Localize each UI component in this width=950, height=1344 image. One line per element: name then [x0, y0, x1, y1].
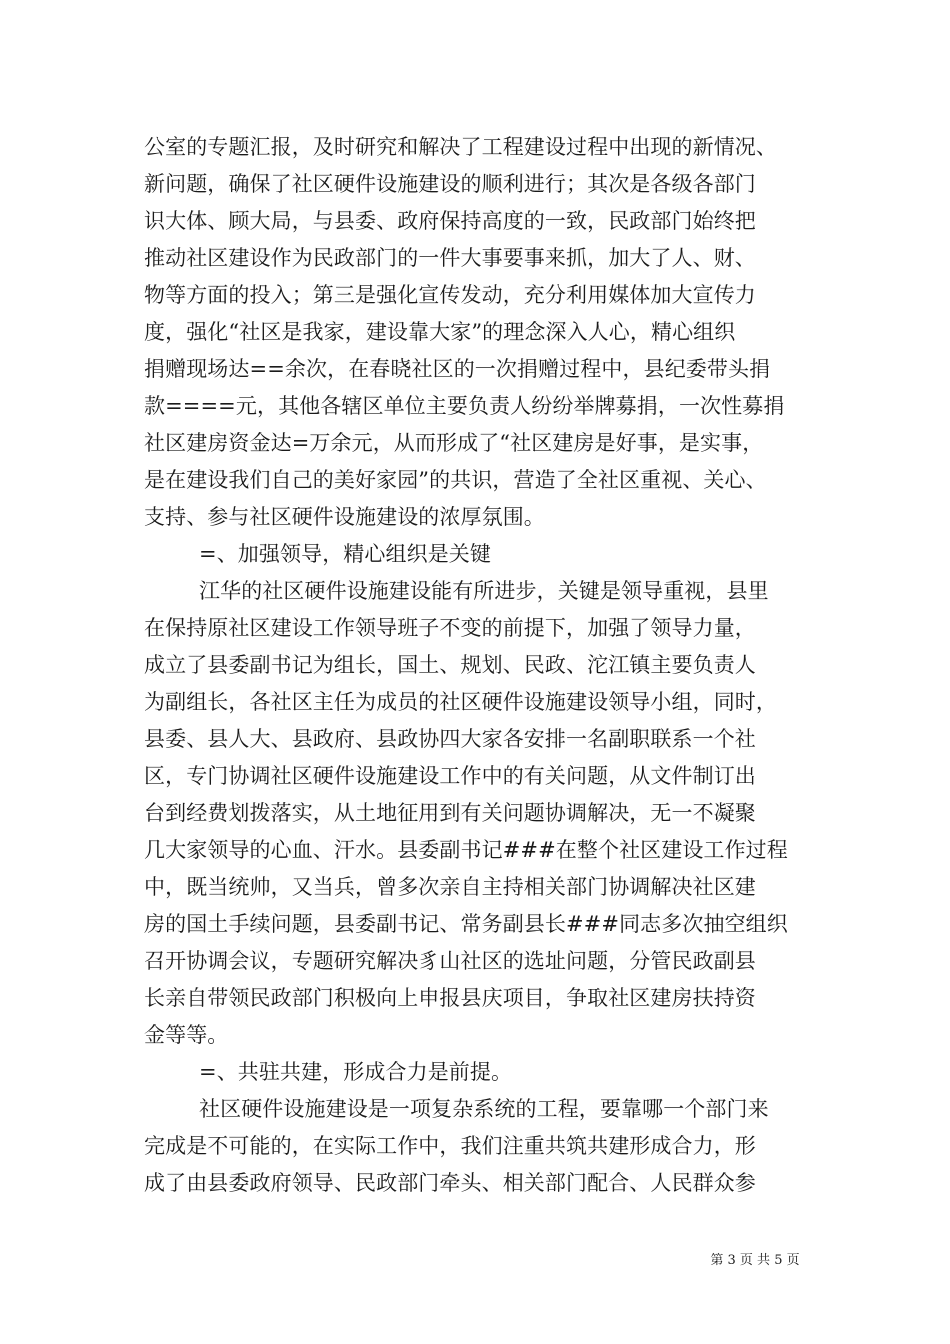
- text-line: 金等等。: [144, 1023, 229, 1047]
- text-line: 识大体、顾大局，与县委、政府保持高度的一致，民政部门始终把: [144, 209, 756, 233]
- text-line: 区，专门协调社区硬件设施建设工作中的有关问题，从文件制订出: [144, 764, 756, 788]
- text-line: 台到经费划拨落实，从土地征用到有关问题协调解决，无一不凝聚: [144, 801, 756, 825]
- text-line: 推动社区建设作为民政部门的一件大事要事来抓，加大了人、财、: [144, 246, 756, 270]
- text-line: 物等方面的投入；第三是强化宣传发动，充分利用媒体加大宣传力: [144, 283, 756, 307]
- text-line: 几大家领导的心血、汗水。县委副书记###在整个社区建设工作过程: [144, 838, 788, 862]
- text-line: 长亲自带领民政部门积极向上申报县庆项目，争取社区建房扶持资: [144, 986, 756, 1010]
- text-line: 新问题，确保了社区硬件设施建设的顺利进行；其次是各级各部门: [144, 172, 756, 196]
- text-line: 为副组长，各社区主任为成员的社区硬件设施建设领导小组，同时，: [144, 690, 777, 714]
- text-line: 在保持原社区建设工作领导班子不变的前提下，加强了领导力量，: [144, 616, 756, 640]
- paragraph-first-line: 社区硬件设施建设是一项复杂系统的工程，要靠哪一个部门来: [199, 1097, 769, 1121]
- text-line: 捐赠现场达==余次，在春晓社区的一次捐赠过程中，县纪委带头捐: [144, 357, 771, 381]
- section-heading: =、共驻共建，形成合力是前提。: [199, 1060, 513, 1084]
- text-line: 召开协调会议，专题研究解决豸山社区的选址问题，分管民政副县: [144, 949, 756, 973]
- text-line: 款====元，其他各辖区单位主要负责人纷纷举牌募捐，一次性募捐: [144, 394, 785, 418]
- text-line: 完成是不可能的，在实际工作中，我们注重共筑共建形成合力，形: [144, 1134, 756, 1158]
- text-line: 支持、参与社区硬件设施建设的浓厚氛围。: [144, 505, 545, 529]
- section-heading: =、加强领导，精心组织是关键: [199, 542, 491, 566]
- text-line: 是在建设我们自己的美好家园”的共识，营造了全社区重视、关心、: [144, 468, 767, 492]
- text-line: 度，强化“社区是我家，建设靠大家”的理念深入人心，精心组织: [144, 320, 736, 344]
- text-line: 房的国土手续问题，县委副书记、常务副县长###同志多次抽空组织: [144, 912, 788, 936]
- text-line: 公室的专题汇报，及时研究和解决了工程建设过程中出现的新情况、: [144, 135, 777, 159]
- text-line: 成立了县委副书记为组长，国土、规划、民政、沱江镇主要负责人: [144, 653, 756, 677]
- text-line: 县委、县人大、县政府、县政协四大家各安排一名副职联系一个社: [144, 727, 756, 751]
- text-line: 成了由县委政府领导、民政部门牵头、相关部门配合、人民群众参: [144, 1171, 756, 1195]
- text-line: 中，既当统帅，又当兵，曾多次亲自主持相关部门协调解决社区建: [144, 875, 756, 899]
- text-line: 社区建房资金达=万余元，从而形成了“社区建房是好事，是实事，: [144, 431, 764, 455]
- page-number: 第 3 页 共 5 页: [710, 1253, 800, 1268]
- paragraph-first-line: 江华的社区硬件设施建设能有所进步，关键是领导重视，县里: [199, 579, 769, 603]
